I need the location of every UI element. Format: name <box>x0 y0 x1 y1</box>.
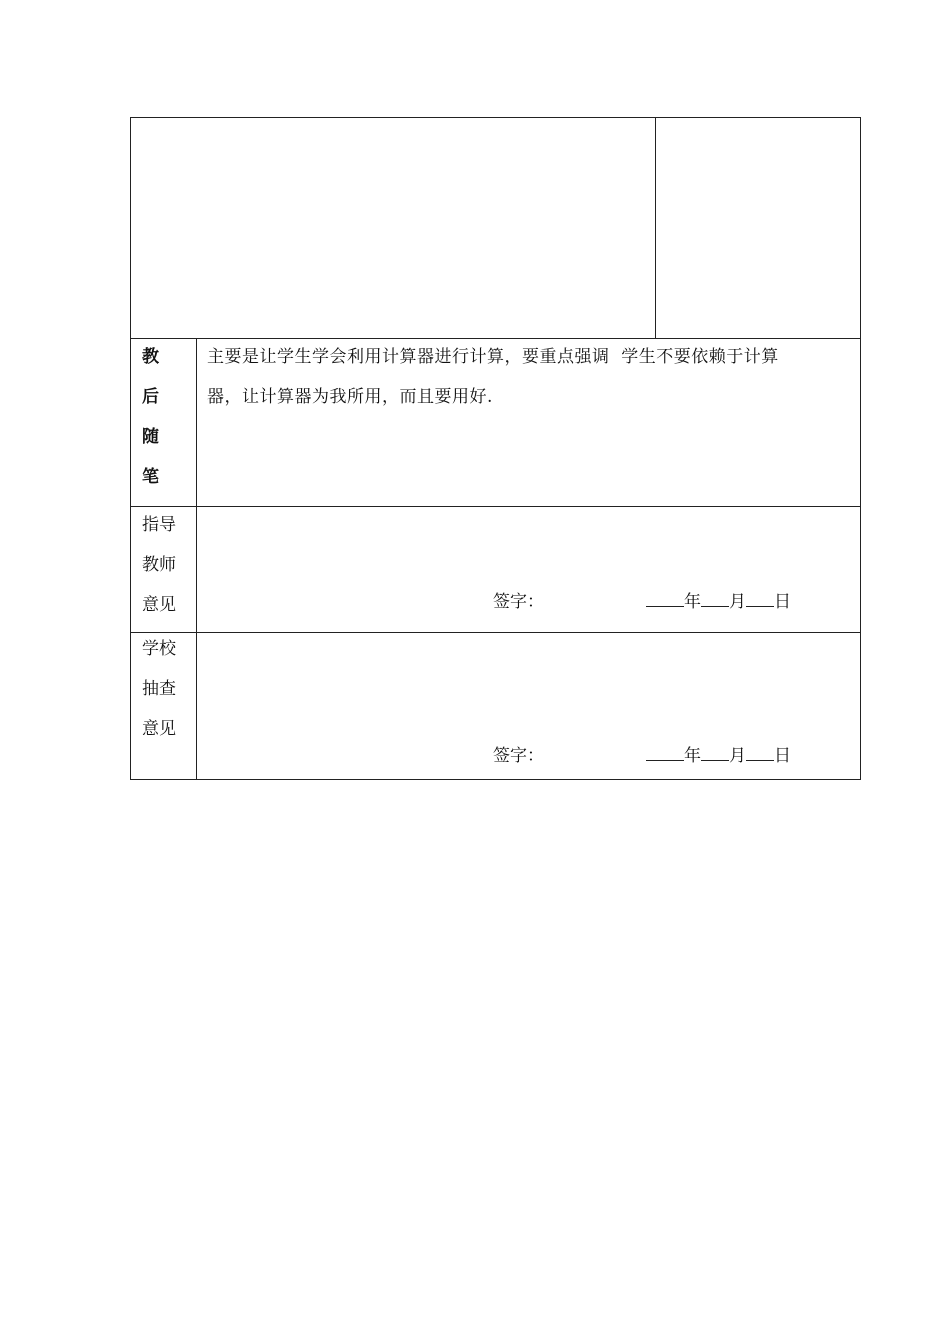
lesson-form-table <box>130 117 861 780</box>
reflection-label-char: 随 <box>142 427 159 447</box>
top-right-blank-cell <box>656 118 860 338</box>
school-month-blank[interactable] <box>701 746 729 761</box>
mentor-year-unit: 年 <box>684 592 701 612</box>
mentor-month-unit: 月 <box>729 592 746 612</box>
school-day-blank[interactable] <box>746 746 774 761</box>
mentor-label-line: 教师 <box>142 555 176 575</box>
mentor-date <box>646 587 791 612</box>
mentor-signature-label: 签字： <box>493 592 544 612</box>
mentor-day-blank[interactable] <box>746 592 774 607</box>
school-label <box>142 629 176 749</box>
school-day-unit: 日 <box>774 746 791 766</box>
mentor-label <box>142 505 176 625</box>
school-signature-label: 签字： <box>493 746 544 766</box>
school-date <box>646 741 791 766</box>
reflection-label-char: 教 <box>142 347 159 367</box>
row-divider-3 <box>131 632 860 633</box>
row-divider-2 <box>131 506 860 507</box>
mentor-label-line: 指导 <box>142 515 176 535</box>
mentor-year-blank[interactable] <box>646 592 684 607</box>
school-year-unit: 年 <box>684 746 701 766</box>
reflection-label <box>142 337 159 497</box>
reflection-text-line2: 器，让计算器为我所用，而且要用好. <box>207 387 493 407</box>
reflection-label-char: 笔 <box>142 467 159 487</box>
mentor-label-line: 意见 <box>142 595 176 615</box>
top-left-blank-cell <box>131 118 655 338</box>
school-label-line: 学校 <box>142 639 176 659</box>
reflection-text-line1: 主要是让学生学会利用计算器进行计算，要重点强调 学生不要依赖于计算 <box>207 347 779 367</box>
school-label-line: 抽查 <box>142 679 176 699</box>
school-month-unit: 月 <box>729 746 746 766</box>
school-label-line: 意见 <box>142 719 176 739</box>
school-year-blank[interactable] <box>646 746 684 761</box>
label-column-divider <box>196 338 197 779</box>
mentor-day-unit: 日 <box>774 592 791 612</box>
reflection-label-char: 后 <box>142 387 159 407</box>
mentor-month-blank[interactable] <box>701 592 729 607</box>
reflection-text <box>207 337 857 417</box>
